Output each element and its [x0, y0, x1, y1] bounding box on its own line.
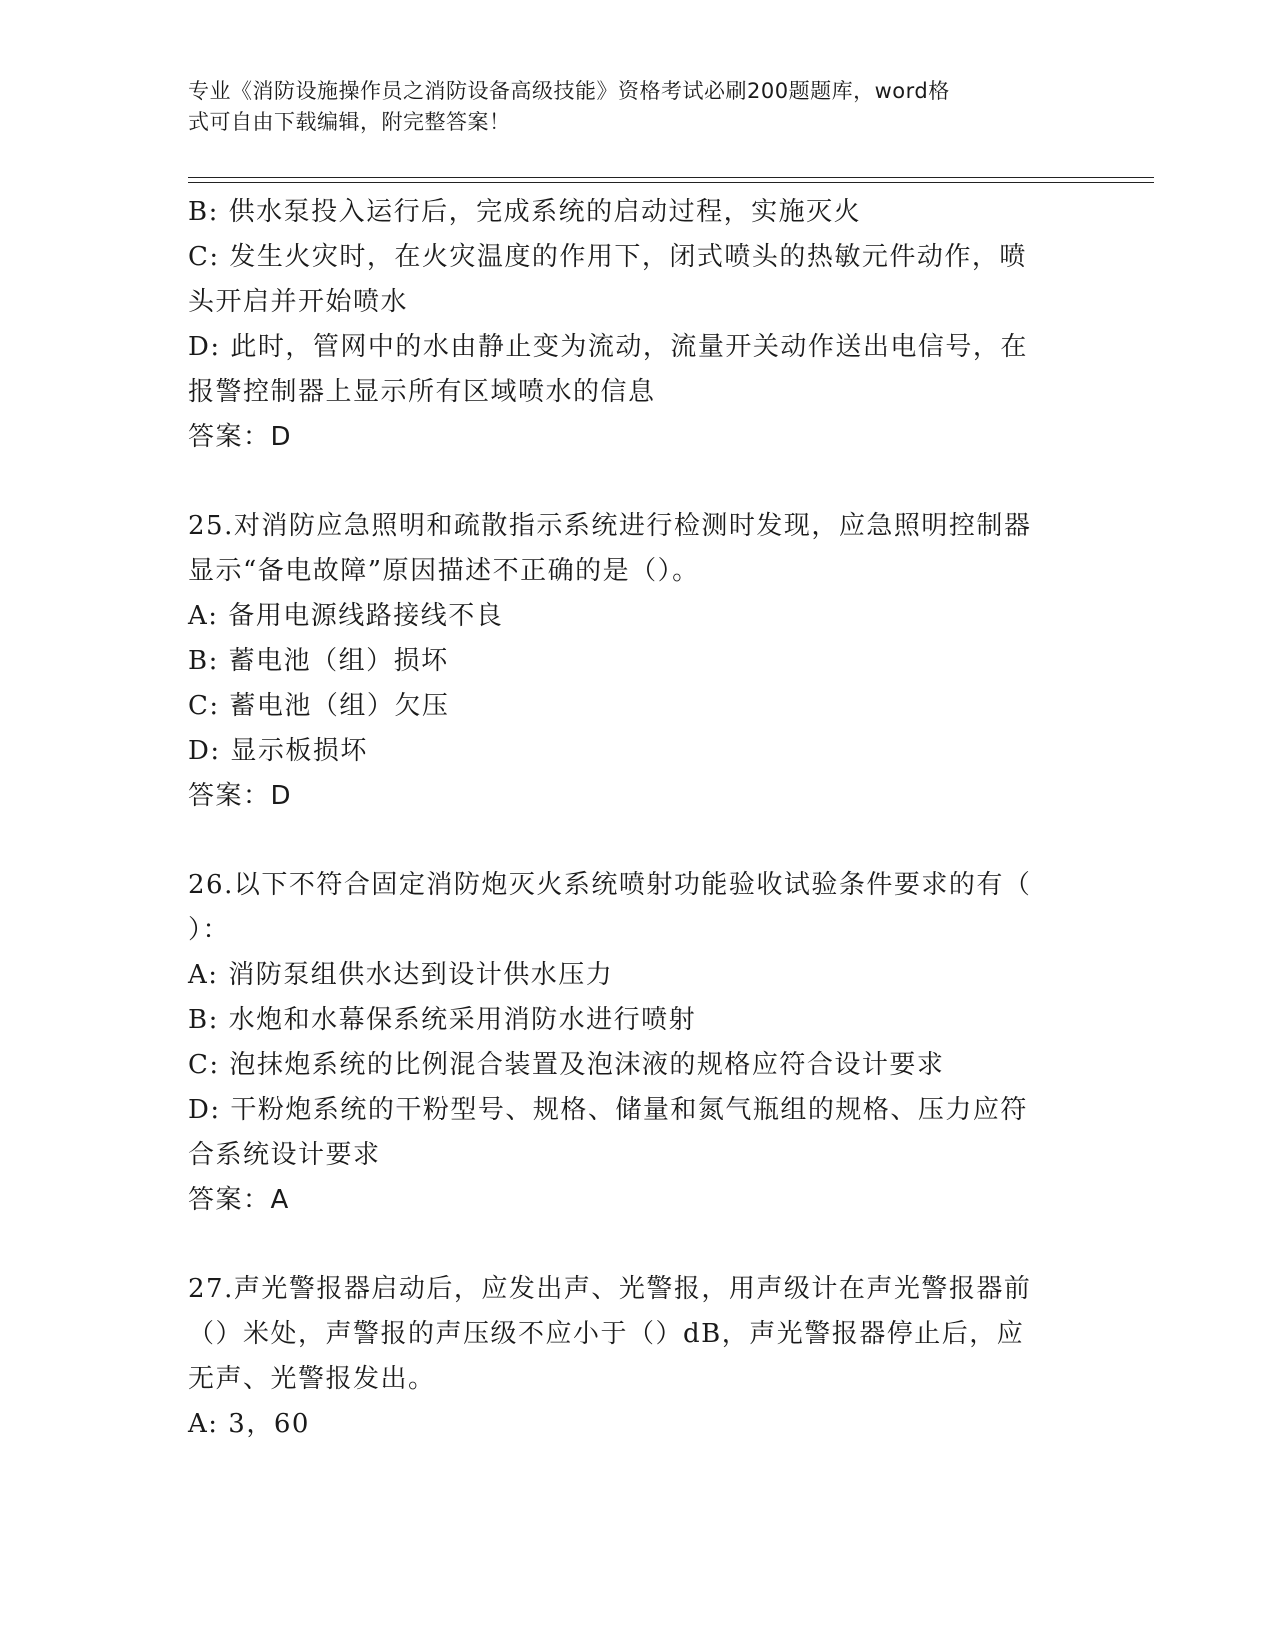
header-line-1: 专业《消防设施操作员之消防设备高级技能》资格考试必刷200题题库，word格	[188, 79, 950, 103]
question-content	[188, 190, 1078, 1447]
header-line-2: 式可自由下载编辑，附完整答案！	[188, 110, 511, 134]
answer: 答案：D	[188, 422, 293, 452]
option-b: B: 供水泵投入运行后，完成系统的启动过程，实施灭火	[188, 197, 862, 227]
option-c-cont: 头开启并开始喷水	[188, 287, 409, 317]
question-26	[188, 863, 1078, 1223]
option-c: C: 蓄电池（组）欠压	[188, 691, 450, 721]
spacer	[188, 460, 1078, 504]
document-header	[188, 76, 1068, 138]
option-b: B: 水炮和水幕保系统采用消防水进行喷射	[188, 1005, 697, 1035]
option-d: D: 显示板损坏	[188, 736, 368, 766]
question-27	[188, 1267, 1078, 1447]
question-stem-cont-2: 无声、光警报发出。	[188, 1364, 436, 1394]
question-stem: 25.对消防应急照明和疏散指示系统进行检测时发现，应急照明控制器	[188, 511, 1032, 541]
spacer	[188, 819, 1078, 863]
option-b: B: 蓄电池（组）损坏	[188, 646, 449, 676]
option-d: D: 此时，管网中的水由静止变为流动，流量开关动作送出电信号，在	[188, 332, 1028, 362]
header-rule-top	[188, 177, 1154, 178]
question-24	[188, 190, 1078, 460]
option-a: A: 备用电源线路接线不良	[188, 601, 504, 631]
option-d-cont: 合系统设计要求	[188, 1140, 381, 1170]
question-stem: 27.声光警报器启动后，应发出声、光警报，用声级计在声光警报器前	[188, 1274, 1032, 1304]
question-stem: 26.以下不符合固定消防炮灭火系统喷射功能验收试验条件要求的有（	[188, 870, 1032, 900]
header-rule-bottom	[188, 182, 1154, 183]
spacer	[188, 1223, 1078, 1267]
question-stem-cont: ）：	[188, 915, 231, 945]
question-stem-cont: 显示“备电故障”原因描述不正确的是（）。	[188, 556, 700, 586]
question-stem-cont: （）米处，声警报的声压级不应小于（）dB，声光警报器停止后，应	[188, 1319, 1025, 1349]
option-c: C: 发生火灾时，在火灾温度的作用下，闭式喷头的热敏元件动作，喷	[188, 242, 1027, 272]
option-a: A: 消防泵组供水达到设计供水压力	[188, 960, 614, 990]
answer: 答案：D	[188, 781, 293, 811]
option-d: D: 干粉炮系统的干粉型号、规格、储量和氮气瓶组的规格、压力应符	[188, 1095, 1028, 1125]
question-25	[188, 504, 1078, 819]
answer: 答案：A	[188, 1185, 290, 1215]
option-d-cont: 报警控制器上显示所有区域喷水的信息	[188, 377, 656, 407]
option-c: C: 泡抹炮系统的比例混合装置及泡沫液的规格应符合设计要求	[188, 1050, 945, 1080]
option-a: A: 3，60	[188, 1409, 310, 1439]
